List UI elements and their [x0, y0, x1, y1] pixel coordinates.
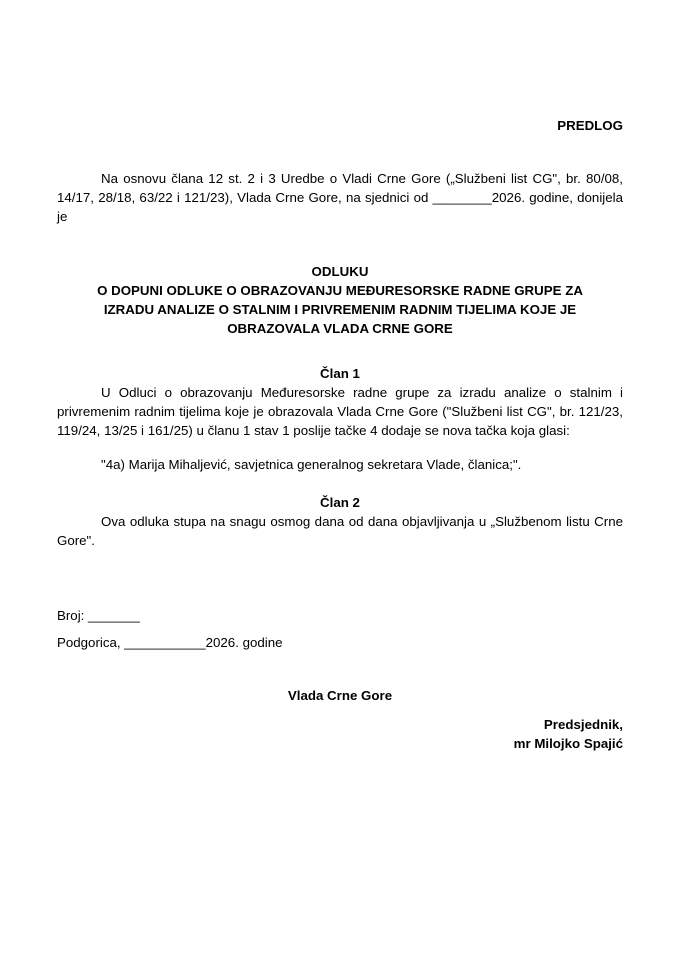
preamble-paragraph: Na osnovu člana 12 st. 2 i 3 Uredbe o Vladi Crne Gore („Službeni list CG", br. 80/08, 14/17, 28/18, 63/22 i 121/23), Vlada Crne Gore, na sjednici od ________2026. godine, donijela je	[57, 171, 623, 224]
proposal-label: PREDLOG	[557, 118, 623, 133]
decision-title	[57, 262, 623, 338]
title-line-1: ODLUKU	[311, 264, 369, 279]
article-1-quote: "4a) Marija Mihaljević, savjetnica generalnog sekretara Vlade, članica;".	[101, 457, 522, 472]
article-1-text: U Odluci o obrazovanju Međuresorske radne grupe za izradu analize o stalnim i privremenim radnim tijelima koje je obrazovala Vlada Crne Gore ("Službeni list CG", br. 121/23, 119/24, 13/25 i 161/25) u članu 1 stav 1 poslije tačke 4 dodaje se nova tačka koja glasi:	[57, 385, 623, 438]
signatory-name: mr Milojko Spajić	[513, 736, 623, 751]
title-line-2: O DOPUNI ODLUKE O OBRAZOVANJU MEĐURESORSKE RADNE GRUPE ZA	[97, 283, 583, 298]
signatory-title: Predsjednik,	[543, 717, 623, 732]
government-name: Vlada Crne Gore	[287, 688, 393, 703]
article-2-text: Ova odluka stupa na snagu osmog dana od dana objavljivanja u „Službenom listu Crne Gore".	[57, 514, 623, 548]
place-and-date: Podgorica, ___________2026. godine	[57, 635, 283, 650]
title-line-4: OBRAZOVALA VLADA CRNE GORE	[227, 321, 453, 336]
article-2-heading: Član 2	[320, 495, 360, 510]
article-1-heading: Član 1	[320, 366, 360, 381]
document-number: Broj: _______	[57, 608, 140, 623]
title-line-3: IZRADU ANALIZE O STALNIM I PRIVREMENIM RADNIM TIJELIMA KOJE JE	[103, 302, 577, 317]
signature-block	[57, 715, 623, 753]
